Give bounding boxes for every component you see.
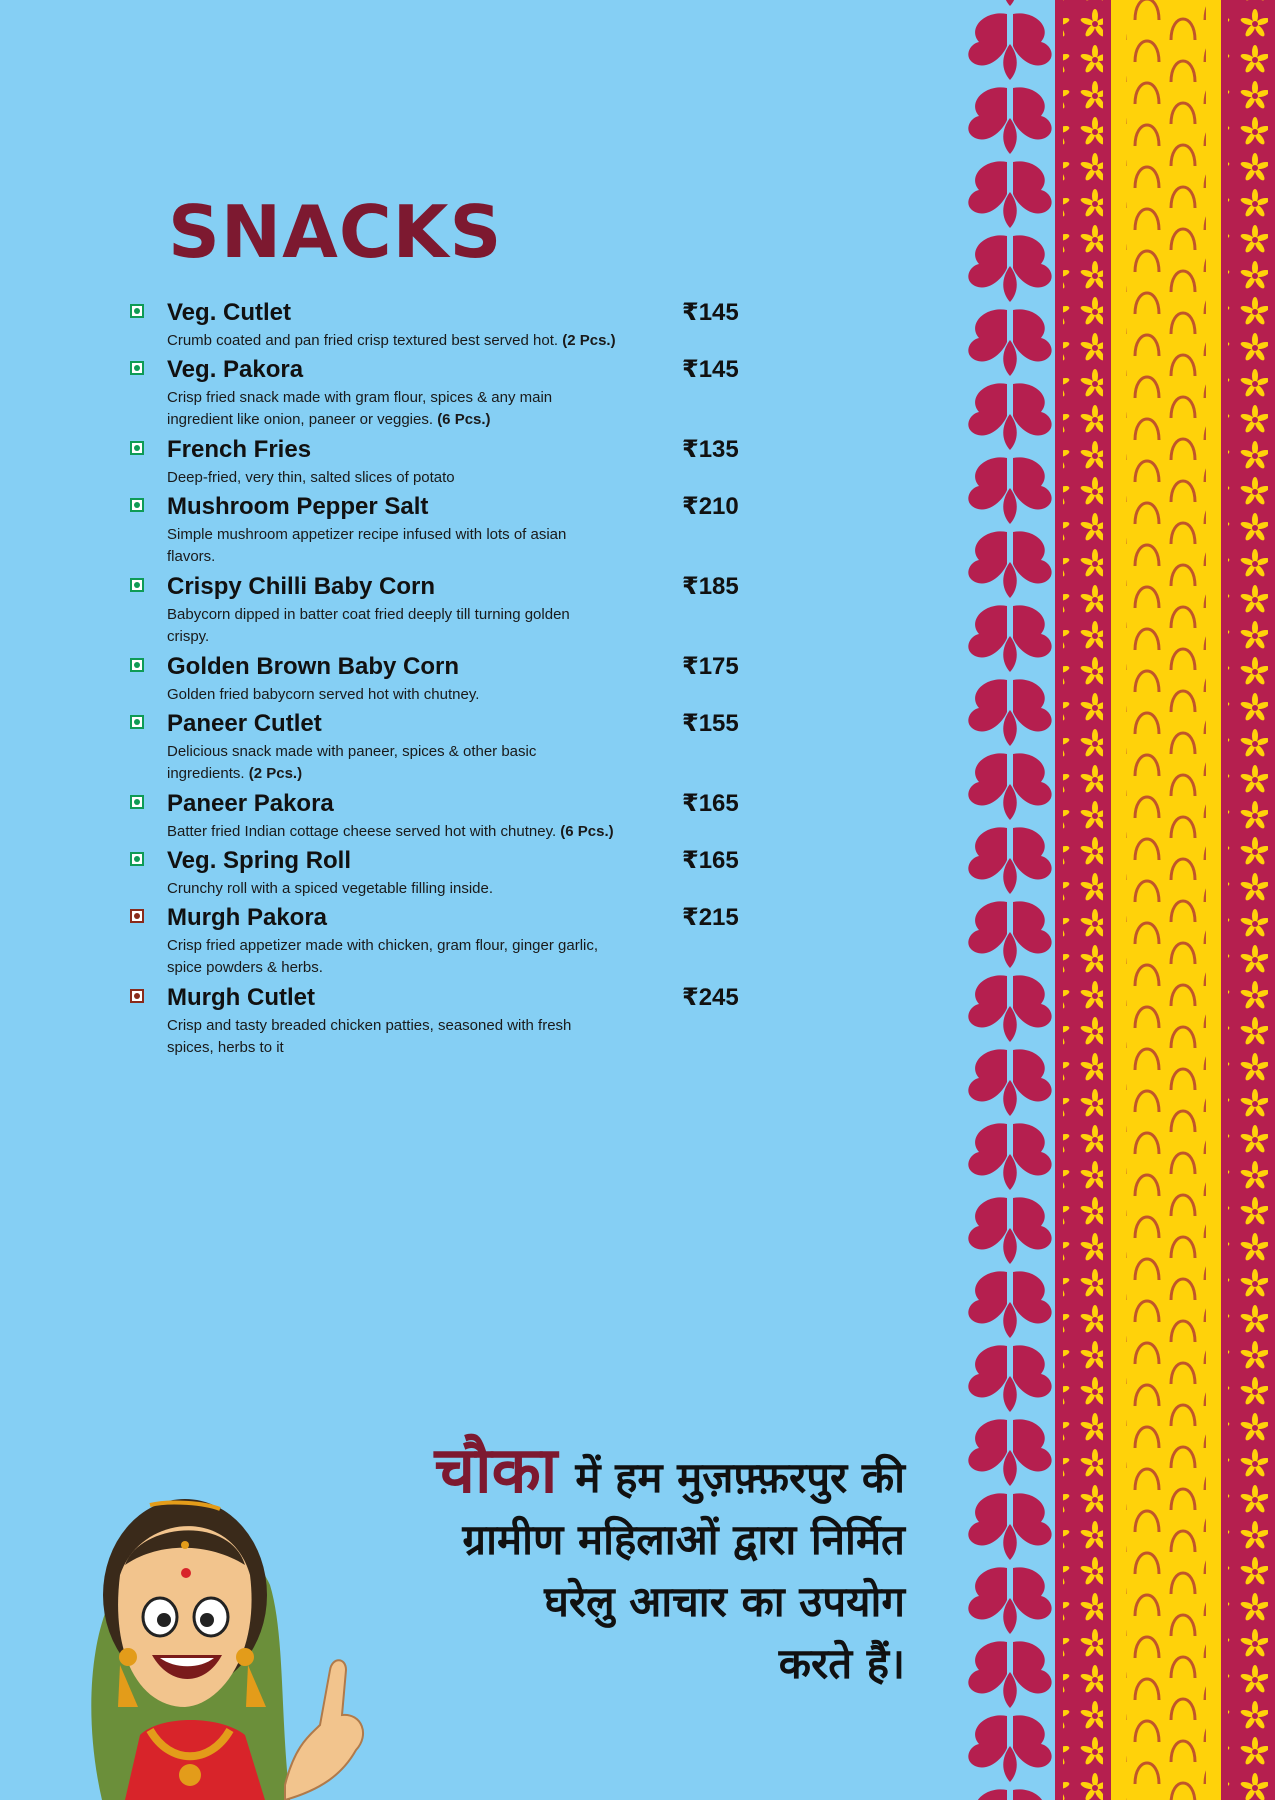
veg-icon [130,498,144,512]
veg-icon [130,304,144,318]
non-veg-icon [130,909,144,923]
decorative-border [955,0,1275,1800]
item-quantity: (2 Pcs.) [248,765,303,782]
item-price: ₹155 [682,710,739,737]
item-description: Batter fried Indian cottage cheese served hot with chutney. (6 Pcs.) [167,823,614,840]
item-name: Crispy Chilli Baby Corn [167,573,436,600]
item-price: ₹145 [682,356,739,383]
item-description: Golden fried babycorn served hot with chutney. [167,686,480,703]
item-name: Golden Brown Baby Corn [167,653,460,680]
veg-icon [130,852,144,866]
item-name: Paneer Pakora [167,790,334,817]
item-name: Veg. Cutlet [167,299,292,326]
item-price: ₹175 [682,653,739,680]
item-description: Deep-fried, very thin, salted slices of potato [167,469,455,486]
page-title: SNACKS [168,190,503,274]
item-price: ₹165 [682,847,739,874]
item-quantity: (6 Pcs.) [437,411,491,428]
item-name: Veg. Spring Roll [167,847,352,874]
veg-icon [130,578,144,592]
item-price: ₹145 [682,299,739,326]
item-quantity: (6 Pcs.) [560,823,614,840]
tagline [345,1434,905,1695]
brand-name: चौका [434,1434,558,1508]
item-description: Crisp fried snack made with gram flour, spices & any main ingredient like onion, paneer or veggies. (6 Pcs.) [167,389,553,428]
item-name: Paneer Cutlet [167,710,322,737]
non-veg-icon [130,989,144,1003]
veg-icon [130,795,144,809]
item-description: Delicious snack made with paneer, spices & other basic ingredients. (2 Pcs.) [167,743,537,782]
tagline-line-3: घरेलु आचार का उपयोग [544,1577,905,1626]
item-price: ₹135 [682,436,739,463]
item-price: ₹165 [682,790,739,817]
item-name: French Fries [167,436,312,463]
tagline-line-1: चौका में हम मुज़फ़्फ़रपुर की [434,1434,905,1508]
veg-icon [130,361,144,375]
item-name: Mushroom Pepper Salt [167,493,429,520]
item-name: Murgh Pakora [167,904,328,931]
item-quantity: (2 Pcs.) [562,332,616,349]
veg-icon [130,658,144,672]
item-price: ₹185 [682,573,739,600]
item-description: Simple mushroom appetizer recipe infused with lots of asian flavors. [167,526,567,565]
tagline-line-4: करते हैं। [778,1639,905,1688]
item-description: Babycorn dipped in batter coat fried deeply till turning golden crispy. [167,606,570,645]
veg-icon [130,715,144,729]
item-description: Crisp and tasty breaded chicken patties, seasoned with fresh spices, herbs to it [167,1017,572,1056]
item-name: Veg. Pakora [167,356,304,383]
item-description: Crunchy roll with a spiced vegetable filling inside. [167,880,494,897]
tagline-line-2: ग्रामीण महिलाओं द्वारा निर्मित [462,1515,905,1564]
item-price: ₹215 [682,904,739,931]
item-description: Crisp fried appetizer made with chicken, gram flour, ginger garlic, spice powders & herbs. [167,937,599,976]
item-price: ₹210 [682,493,739,520]
veg-icon [130,441,144,455]
item-price: ₹245 [682,984,739,1011]
item-description: Crumb coated and pan fried crisp textured best served hot. (2 Pcs.) [167,332,616,349]
item-name: Murgh Cutlet [167,984,315,1011]
